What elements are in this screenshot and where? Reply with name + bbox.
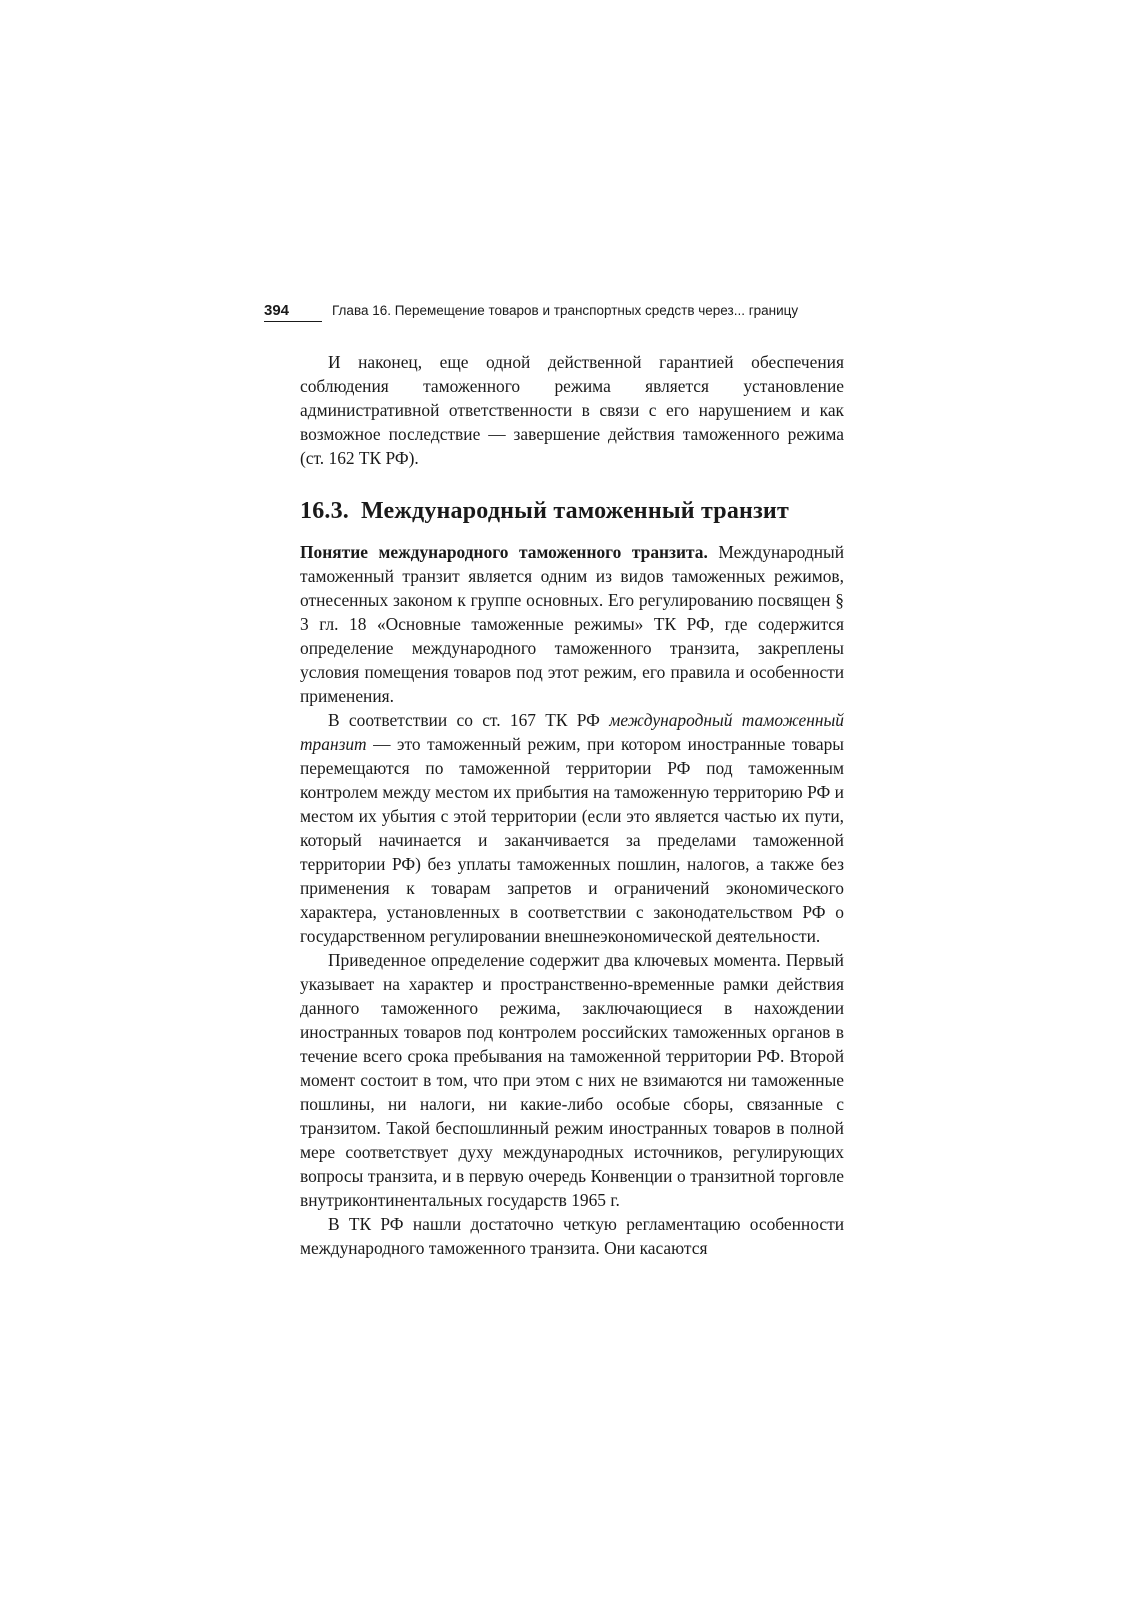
paragraph-definition-lead: В соответствии со ст. 167 ТК РФ: [328, 710, 610, 730]
paragraph-regulation: В ТК РФ нашли достаточно четкую регламентацию особенности международного таможенного транзита. Они касаются: [300, 1214, 844, 1258]
chapter-title: Глава 16. Перемещение товаров и транспортных средств через... границу: [332, 303, 799, 318]
running-head: [264, 302, 849, 324]
paragraph-guarantee: И наконец, еще одной действенной гарантией обеспечения соблюдения таможенного режима является установление административной ответственности в связи с его нарушением и как возможное последствие — завершение действия таможенного режима (ст. 162 ТК РФ).: [300, 352, 844, 468]
paragraph-concept-text: Международный таможенный транзит является одним из видов таможенных режимов, отнесенных законом к группе основных. Его регулированию посвящен § 3 гл. 18 «Основные таможенные режимы» ТК РФ, где содержится определение международного таможенного транзита, закреплены условия помещения товаров под этот режим, его правила и особенности применения.: [300, 542, 845, 706]
section-number: 16.3.: [300, 498, 349, 524]
defined-term: международный таможенный транзит: [300, 710, 844, 754]
section-title: Международный таможенный транзит: [361, 498, 789, 524]
text-block-top: [300, 350, 844, 470]
paragraph-definition-text: — это таможенный режим, при котором иностранные товары перемещаются по таможенной территории РФ под таможенным контролем между местом их прибытия на таможенную территорию РФ и местом их убытия с этой территории (если это является частью их пути, который начинается и заканчивается за пределами таможенной территории РФ) без уплаты таможенных пошлин, налогов, а также без применения к товарам запретов и ограничений экономического характера, установленных в соответствии с законодательством РФ о государственном регулировании внешнеэкономической деятельности.: [300, 734, 844, 946]
page-number: 394: [264, 302, 290, 319]
paragraph-definition: [300, 708, 844, 948]
text-block-main: [300, 540, 844, 1260]
paragraph-key-points: Приведенное определение содержит два ключевых момента. Первый указывает на характер и пространственно-временные рамки действия данного таможенного режима, заключающиеся в нахождении иностранных товаров под контролем российских таможенных органов в течение всего срока пребывания на таможенной территории РФ. Второй момент состоит в том, что при этом с них не взимаются ни таможенные пошлины, ни налоги, ни какие-либо особые сборы, связанные с транзитом. Такой беспошлинный режим иностранных товаров в полной мере соответствует духу международных источников, регулирующих вопросы транзита, и в первую очередь Конвенции о транзитной торговле внутриконтинентальных государств 1965 г.: [300, 950, 844, 1210]
book-page: [264, 300, 850, 1300]
paragraph-run-in-heading: Понятие международного таможенного транзита.: [300, 542, 708, 562]
paragraph-concept: [300, 540, 844, 708]
running-head-rule: [264, 321, 322, 322]
section-heading: [300, 498, 844, 525]
